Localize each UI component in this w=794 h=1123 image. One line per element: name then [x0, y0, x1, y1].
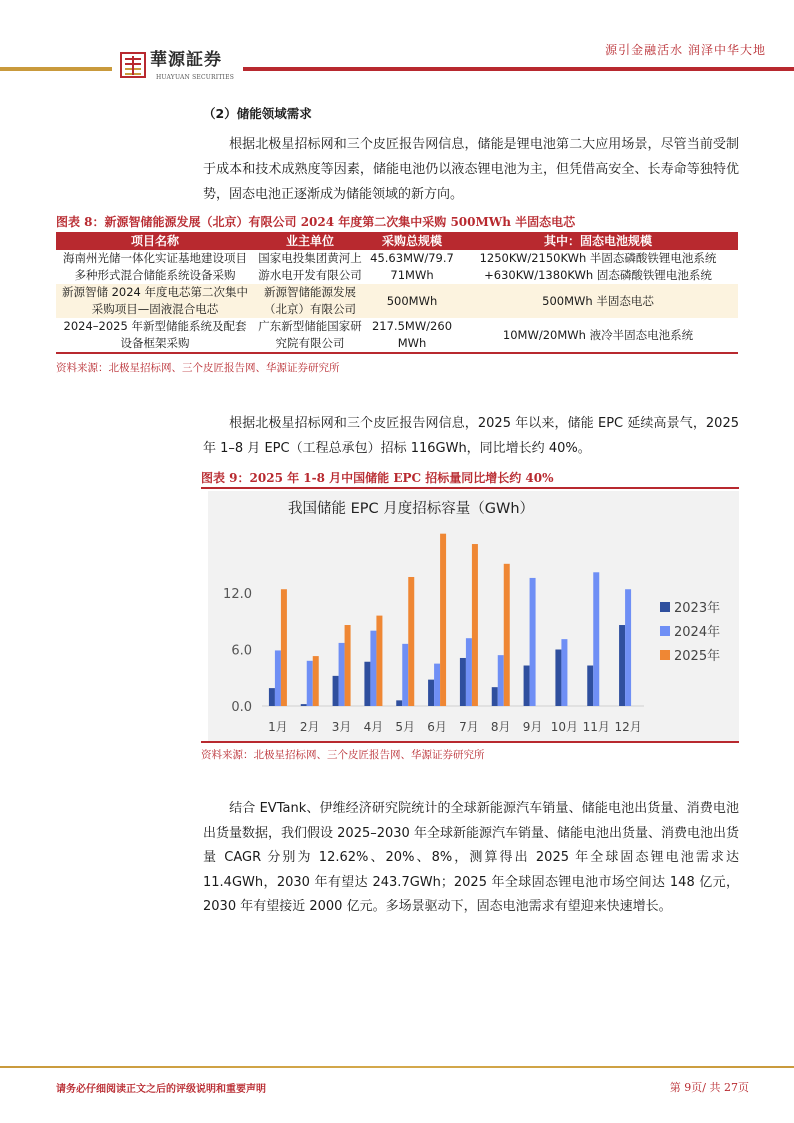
- header-slogan: 源引金融活水 润泽中华大地: [605, 43, 766, 57]
- figure-9-source: 资料来源：北极星招标网、三个皮匠报告网、华源证券研究所: [201, 749, 485, 761]
- legend-label: 2024年: [674, 625, 721, 640]
- y-tick-label: 6.0: [231, 643, 252, 659]
- col-header-owner: 业主单位: [254, 232, 366, 250]
- col-header-scale: 采购总规模: [366, 232, 458, 250]
- bar-2025年-1月: [281, 589, 287, 706]
- bar-2024年-5月: [402, 644, 408, 706]
- chart-title: 我国储能 EPC 月度招标容量（GWh）: [288, 501, 535, 517]
- bar-2023年-7月: [460, 658, 466, 706]
- bar-2023年-8月: [492, 687, 498, 706]
- cell-solid-scale: 1250KW/2150KWh 半固态磷酸铁锂电池系统 +630KW/1380KWh 固态磷酸铁锂电池系统: [479, 251, 717, 282]
- legend-label: 2025年: [674, 649, 721, 664]
- bar-2024年-12月: [625, 589, 631, 706]
- paragraph-epc: [203, 411, 739, 461]
- x-tick-label: 7月: [459, 720, 479, 734]
- bar-2023年-9月: [524, 666, 530, 706]
- bar-2024年-6月: [434, 664, 440, 706]
- epc-bar-chart: [208, 491, 739, 741]
- cell-scale: 45.63MW/79.771MWh: [370, 251, 454, 282]
- col-header-project: 项目名称: [56, 232, 254, 250]
- bar-2023年-5月: [396, 700, 402, 706]
- bar-2024年-2月: [307, 661, 313, 706]
- bar-2023年-1月: [269, 688, 275, 706]
- bar-2023年-4月: [364, 662, 370, 706]
- cell-owner: 新源智储能源发展（北京）有限公司: [254, 284, 366, 318]
- col-header-solid-scale: 其中：固态电池规模: [458, 232, 738, 250]
- paragraph-text: 根据北极星招标网和三个皮匠报告网信息，储能是锂电池第二大应用场景，尽管当前受制于成本和技术成熟度等因素，储能电池仍以液态锂电池为主，但凭借高安全、长寿命等独特优势，固态电池正逐渐成为储能领域的新方向。: [203, 137, 739, 202]
- table-row: [56, 284, 738, 318]
- bar-2024年-10月: [561, 639, 567, 706]
- legend-swatch-2024年: [660, 626, 670, 636]
- figure-8-caption: 图表 8：新源智储能源发展（北京）有限公司 2024 年度第二次集中采购 500MWh 半固态电芯: [56, 215, 576, 229]
- procurement-table: [56, 232, 738, 354]
- bar-2025年-3月: [345, 625, 351, 706]
- bar-2025年-6月: [440, 534, 446, 706]
- bar-2024年-7月: [466, 638, 472, 706]
- bar-2023年-3月: [333, 676, 339, 706]
- y-tick-label: 12.0: [223, 587, 252, 602]
- paragraph-text: 根据北极星招标网和三个皮匠报告网信息，2025 年以来，储能 EPC 延续高景气，2025 年 1–8 月 EPC（工程总承包）招标 116GWh，同比增长约 40%。: [203, 416, 739, 456]
- bar-2025年-2月: [313, 656, 319, 706]
- cell-scale: 217.5MW/260MWh: [366, 318, 458, 353]
- footer-disclaimer: 请务必仔细阅读正文之后的评级说明和重要声明: [56, 1084, 266, 1095]
- figure-8-source: 资料来源：北极星招标网、三个皮匠报告网、华源证券研究所: [56, 362, 340, 374]
- y-tick-label: 0.0: [231, 700, 252, 715]
- footer-rule: [0, 1066, 794, 1068]
- bar-2024年-1月: [275, 650, 281, 706]
- table-row: [56, 250, 738, 284]
- x-tick-label: 5月: [395, 720, 416, 734]
- bar-2025年-7月: [472, 544, 478, 706]
- bar-2023年-10月: [555, 650, 561, 707]
- bar-2024年-9月: [530, 578, 536, 706]
- figure-9-bottom-rule: [201, 741, 739, 743]
- bar-2025年-4月: [376, 616, 382, 706]
- x-tick-label: 11月: [582, 720, 610, 734]
- cell-scale: 500MWh: [366, 284, 458, 318]
- table-header-row: [56, 232, 738, 250]
- figure-9-caption: 图表 9：2025 年 1-8 月中国储能 EPC 招标量同比增长约 40%: [201, 471, 554, 485]
- legend-label: 2023年: [674, 601, 721, 616]
- section-title: （2）储能领域需求: [203, 106, 312, 121]
- bar-2025年-8月: [504, 564, 510, 706]
- x-tick-label: 4月: [363, 720, 384, 734]
- paragraph-storage-demand: [203, 132, 739, 207]
- logo-english-name: HUAYUAN SECURITIES: [156, 74, 235, 81]
- x-tick-label: 6月: [427, 720, 447, 734]
- bar-2023年-2月: [301, 704, 307, 706]
- cell-project: 新源智储 2024 年度电芯第二次集中采购项目—固液混合电芯: [56, 284, 254, 318]
- cell-owner: 国家电投集团黄河上游水电开发有限公司: [258, 251, 362, 282]
- x-tick-label: 10月: [550, 720, 579, 734]
- x-tick-label: 12月: [614, 720, 642, 734]
- bar-2024年-4月: [370, 631, 376, 706]
- paragraph-forecast: [203, 797, 739, 920]
- table-row: [56, 318, 738, 353]
- cell-solid-scale: 500MWh 半固态电芯: [458, 284, 738, 318]
- paragraph-text: 结合 EVTank、伊维经济研究院统计的全球新能源汽车销量、储能电池出货量、消费电池出货量数据，我们假设 2025–2030 年全球新能源汽车销量、储能电池出货量、消费电池出货量 CAGR 分别为 12.62%、20%、8%，测算得出 2025 年全球固态锂电池需求达 11.4GWh，2030 年有望达 243.7GWh；2025 年全球固态锂电池市场空间达 148 亿元，2030 年有望接近 2000 亿元。多场景驱动下，固态电池需求有望迎来快速增长。: [203, 801, 739, 914]
- header-rule-red: [243, 67, 794, 71]
- figure-9-caption-rule: [201, 487, 739, 489]
- header-rule-gold: [0, 67, 112, 71]
- legend-swatch-2025年: [660, 650, 670, 660]
- bar-2025年-5月: [408, 577, 414, 706]
- page-number: 第 9页/ 共 27页: [669, 1081, 749, 1094]
- bar-2024年-8月: [498, 655, 504, 706]
- cell-owner: 广东新型储能国家研究院有限公司: [254, 318, 366, 353]
- logo-chinese-name: 華源証券: [150, 50, 222, 70]
- bar-2023年-11月: [587, 666, 593, 706]
- x-tick-label: 2月: [299, 720, 320, 734]
- cell-project: 2024–2025 年新型储能系统及配套设备框架采购: [56, 318, 254, 353]
- bar-2024年-11月: [593, 572, 599, 706]
- bar-2023年-6月: [428, 680, 434, 706]
- figure-8-block: [56, 232, 738, 375]
- x-tick-label: 9月: [522, 720, 543, 734]
- bar-2023年-12月: [619, 625, 625, 706]
- legend-swatch-2023年: [660, 602, 670, 612]
- cell-project: 海南州光储一体化实证基地建设项目多种形式混合储能系统设备采购: [63, 251, 247, 282]
- company-logo: [120, 48, 240, 84]
- x-tick-label: 1月: [268, 720, 288, 734]
- logo-seal-icon: [120, 52, 146, 78]
- x-tick-label: 3月: [331, 720, 352, 734]
- x-tick-label: 8月: [490, 720, 511, 734]
- chart-canvas: [208, 491, 739, 741]
- bar-2024年-3月: [339, 643, 345, 706]
- cell-solid-scale: 10MW/20MWh 液冷半固态电池系统: [458, 318, 738, 353]
